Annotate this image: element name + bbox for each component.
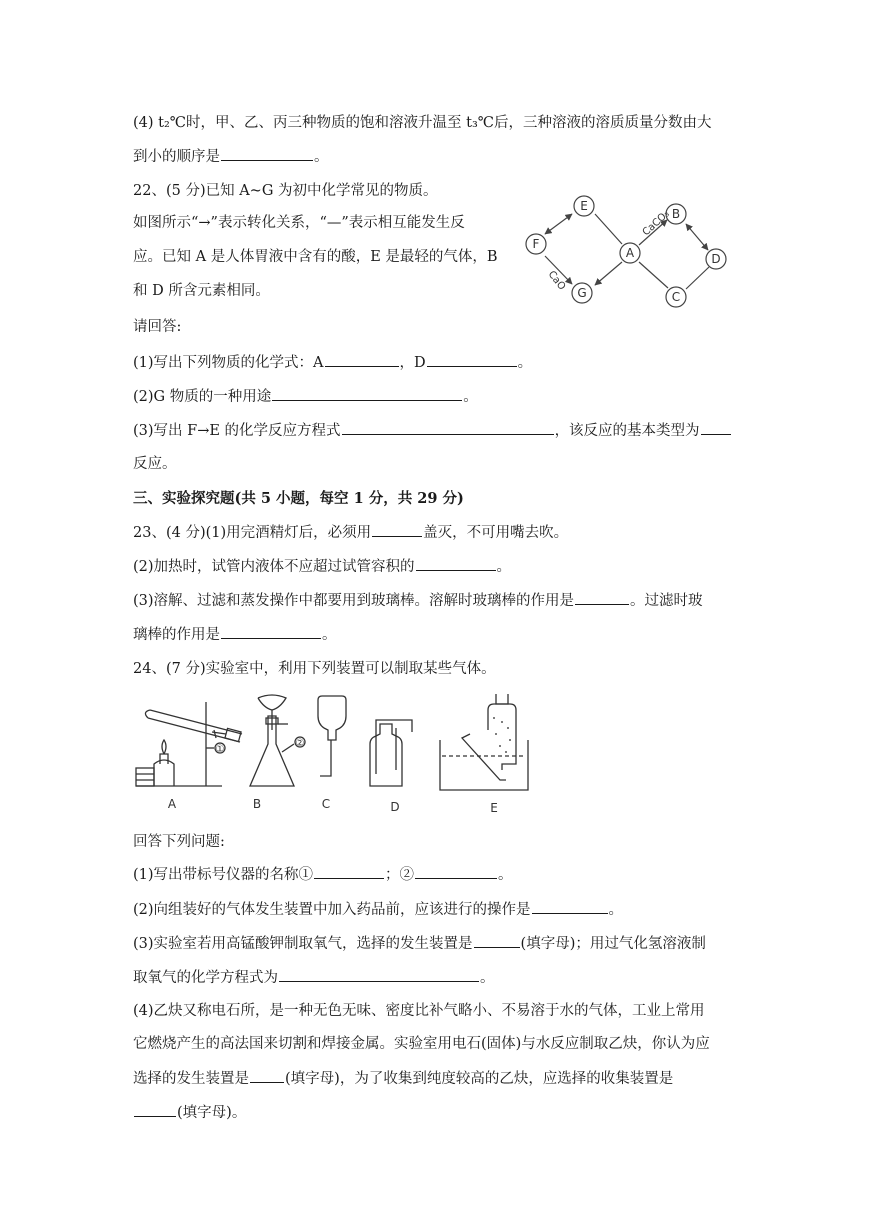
q24-blank-7[interactable] xyxy=(134,1102,176,1117)
q23-part2 xyxy=(133,556,511,577)
q22-relation-diagram xyxy=(518,188,738,318)
apparatus-label-e: E xyxy=(490,801,498,815)
mark-2: ② xyxy=(295,738,305,749)
q22-p2-text: (2)G 物质的一种用途 xyxy=(133,389,272,405)
q21-4-line2 xyxy=(133,146,329,167)
q23-p1-end: 盖灭，不可用嘴去吹。 xyxy=(423,525,569,541)
q22-desc-2: 应。已知 A 是人体胃液中含有的酸，E 是最轻的气体，B xyxy=(133,249,498,265)
node-c: C xyxy=(671,290,681,304)
apparatus-label-d: D xyxy=(390,800,400,814)
q22-p2-end: 。 xyxy=(463,389,478,405)
q24-p3-mid: (填字母)；用过气化氢溶液制 xyxy=(520,936,706,952)
q24-blank-4[interactable] xyxy=(474,933,520,948)
apparatus-label-a: A xyxy=(167,797,177,811)
q24-blank-2[interactable] xyxy=(415,864,497,879)
q22-blank-equation[interactable] xyxy=(342,420,554,435)
apparatus-label-c: C xyxy=(321,797,331,811)
q24-apparatus-figure xyxy=(130,694,530,816)
q22-blank-a[interactable] xyxy=(325,352,399,367)
q24-p3b-text: 取氧气的化学方程式为 xyxy=(133,970,278,986)
q22-desc-1: 如图所示“→”表示转化关系，“—”表示相互能发生反 xyxy=(133,215,465,231)
q21-4-blank[interactable] xyxy=(221,146,313,161)
q24-part4-line3 xyxy=(133,1068,673,1089)
q24-p4-text: 选择的发生装置是 xyxy=(133,1071,249,1087)
q24-title: 24、(7 分)实验室中，利用下列装置可以制取某些气体。 xyxy=(133,661,496,677)
q23-blank-3[interactable] xyxy=(575,590,629,605)
q22-title: 22、(5 分)已知 A~G 为初中化学常见的物质。 xyxy=(133,183,438,199)
q24-blank-5[interactable] xyxy=(279,967,479,982)
q23-p3-end: 。过滤时玻 xyxy=(630,593,703,609)
q24-prompt: 回答下列问题: xyxy=(133,834,225,850)
q24-p3-text: (3)实验室若用高锰酸钾制取氧气，选择的发生装置是 xyxy=(133,936,473,952)
q23-part3-line2 xyxy=(133,624,337,645)
q24-part3-line2 xyxy=(133,967,495,988)
q22-p3-mid: ，该反应的基本类型为 xyxy=(554,423,700,439)
node-d: D xyxy=(711,252,721,266)
q24-part2 xyxy=(133,899,623,920)
q22-prompt: 请回答: xyxy=(133,319,182,335)
q23-blank-2[interactable] xyxy=(416,556,496,571)
q24-blank-1[interactable] xyxy=(314,864,384,879)
apparatus-label-b: B xyxy=(252,797,262,811)
q24-p1-text: (1)写出带标号仪器的名称① xyxy=(133,867,314,883)
q22-p3-text: (3)写出 F→E 的化学反应方程式 xyxy=(133,423,341,439)
label-cao: CaO xyxy=(545,269,568,293)
q23-part1 xyxy=(133,522,568,543)
q23-part3 xyxy=(133,590,703,611)
q22-part3 xyxy=(133,420,732,441)
q22-blank-g-use[interactable] xyxy=(272,386,462,401)
q24-p4-end: (填字母)。 xyxy=(177,1105,247,1121)
q24-p1-end: 。 xyxy=(498,867,513,883)
q22-part1 xyxy=(133,352,532,373)
q24-p4-mid: (填字母)，为了收集到纯度较高的乙炔，应选择的收集装置是 xyxy=(285,1071,674,1087)
q24-part1 xyxy=(133,864,513,885)
q22-blank-type[interactable] xyxy=(701,420,731,435)
q22-p1-mid: ，D xyxy=(399,355,426,371)
node-g: G xyxy=(577,286,587,300)
section3-title: 三、实验探究题(共 5 小题，每空 1 分，共 29 分) xyxy=(133,490,464,507)
q21-4-end: 。 xyxy=(314,149,329,165)
q24-blank-3[interactable] xyxy=(532,899,608,914)
q23-p2-text: (2)加热时，试管内液体不应超过试管容积的 xyxy=(133,559,415,575)
q22-blank-d[interactable] xyxy=(427,352,517,367)
q23-p3b-text: 璃棒的作用是 xyxy=(133,627,220,643)
q24-p2-text: (2)向组装好的气体发生装置中加入药品前，应该进行的操作是 xyxy=(133,902,531,918)
q22-part2 xyxy=(133,386,478,407)
q22-part3-line2: 反应。 xyxy=(133,456,177,472)
node-e: E xyxy=(580,199,588,213)
q23-p3-text: (3)溶解、过滤和蒸发操作中都要用到玻璃棒。溶解时玻璃棒的作用是 xyxy=(133,593,575,609)
q24-part4-line2: 它燃烧产生的高法国来切割和焊接金属。实验室用电石(固体)与水反应制取乙炔，你认为应 xyxy=(133,1036,710,1052)
mark-1: ① xyxy=(215,744,225,755)
node-b: B xyxy=(671,207,681,221)
q24-part4-line1: (4)乙炔又称电石所，是一种无色无味、密度比补气略小、不易溶于水的气体，工业上常用 xyxy=(133,1003,705,1019)
node-a: A xyxy=(625,246,635,260)
q23-blank-1[interactable] xyxy=(372,522,422,537)
q24-p3b-end: 。 xyxy=(480,970,495,986)
q23-p1-text: 23、(4 分)(1)用完酒精灯后，必须用 xyxy=(133,525,372,541)
q24-part4-line4 xyxy=(133,1102,246,1123)
q24-p2-end: 。 xyxy=(608,902,624,918)
q22-desc-3: 和 D 所含元素相同。 xyxy=(133,283,270,299)
q21-4-line1: (4) t₂℃时，甲、乙、丙三种物质的饱和溶液升温至 t₃℃后，三种溶液的溶质质量分数由大 xyxy=(133,115,712,131)
label-caco3: CaCO₃ xyxy=(640,208,672,239)
q23-p3b-end: 。 xyxy=(322,627,337,643)
q21-4-text: 到小的顺序是 xyxy=(133,149,220,165)
q23-p2-end: 。 xyxy=(496,559,512,575)
q22-p1-end: 。 xyxy=(517,355,533,371)
q24-blank-6[interactable] xyxy=(250,1068,284,1083)
q23-blank-4[interactable] xyxy=(221,624,321,639)
q24-part3 xyxy=(133,933,706,954)
q24-p1-mid: ；② xyxy=(385,867,415,883)
q22-p1-text: (1)写出下列物质的化学式：A xyxy=(133,355,324,371)
node-f: F xyxy=(532,237,540,251)
